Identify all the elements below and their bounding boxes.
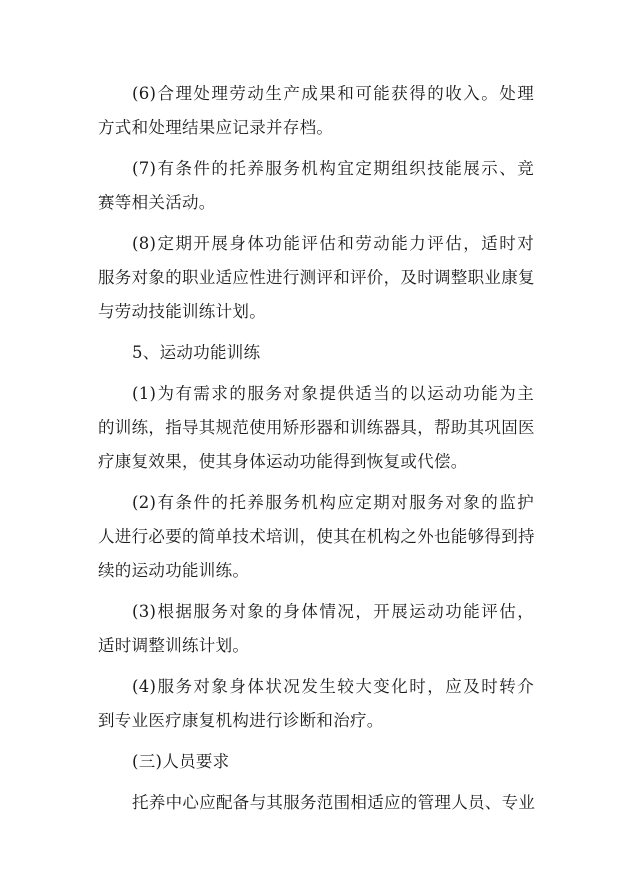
section-heading: 5、运动功能训练	[132, 343, 261, 362]
text-line: 到专业医疗康复机构进行诊断和治疗。	[98, 711, 384, 730]
text-line: (3)根据服务对象的身体情况，开展运动功能评估，	[132, 602, 534, 621]
text-line: (2)有条件的托养服务机构应定期对服务对象的监护	[132, 493, 534, 512]
text-line: 适时调整训练计划。	[98, 636, 250, 655]
text-line: (4)服务对象身体状况发生较大变化时，应及时转介	[132, 677, 534, 696]
text-line: 服务对象的职业适应性进行测评和评价，及时调整职业康复	[98, 268, 535, 287]
text-line: (8)定期开展身体功能评估和劳动能力评估，适时对	[132, 234, 534, 253]
text-line: (7)有条件的托养服务机构宜定期组织技能展示、竞	[132, 159, 534, 178]
section-heading: (三)人员要求	[132, 752, 230, 771]
text-line: (6)合理处理劳动生产成果和可能获得的收入。处理	[132, 84, 534, 103]
text-line: 赛等相关活动。	[98, 193, 216, 212]
text-line: 的训练，指导其规范使用矫形器和训练器具，帮助其巩固医	[98, 418, 535, 437]
text-line: 方式和处理结果应记录并存档。	[98, 118, 334, 137]
text-line: 与劳动技能训练计划。	[98, 302, 266, 321]
text-line: 托养中心应配备与其服务范围相适应的管理人员、专业	[132, 793, 536, 812]
text-line: 人进行必要的简单技术培训，使其在机构之外也能够得到持	[98, 527, 535, 546]
text-line: 续的运动功能训练。	[98, 561, 250, 580]
text-line: 疗康复效果，使其身体运动功能得到恢复或代偿。	[98, 452, 468, 471]
text-line: (1)为有需求的服务对象提供适当的以运动功能为主	[132, 384, 534, 403]
